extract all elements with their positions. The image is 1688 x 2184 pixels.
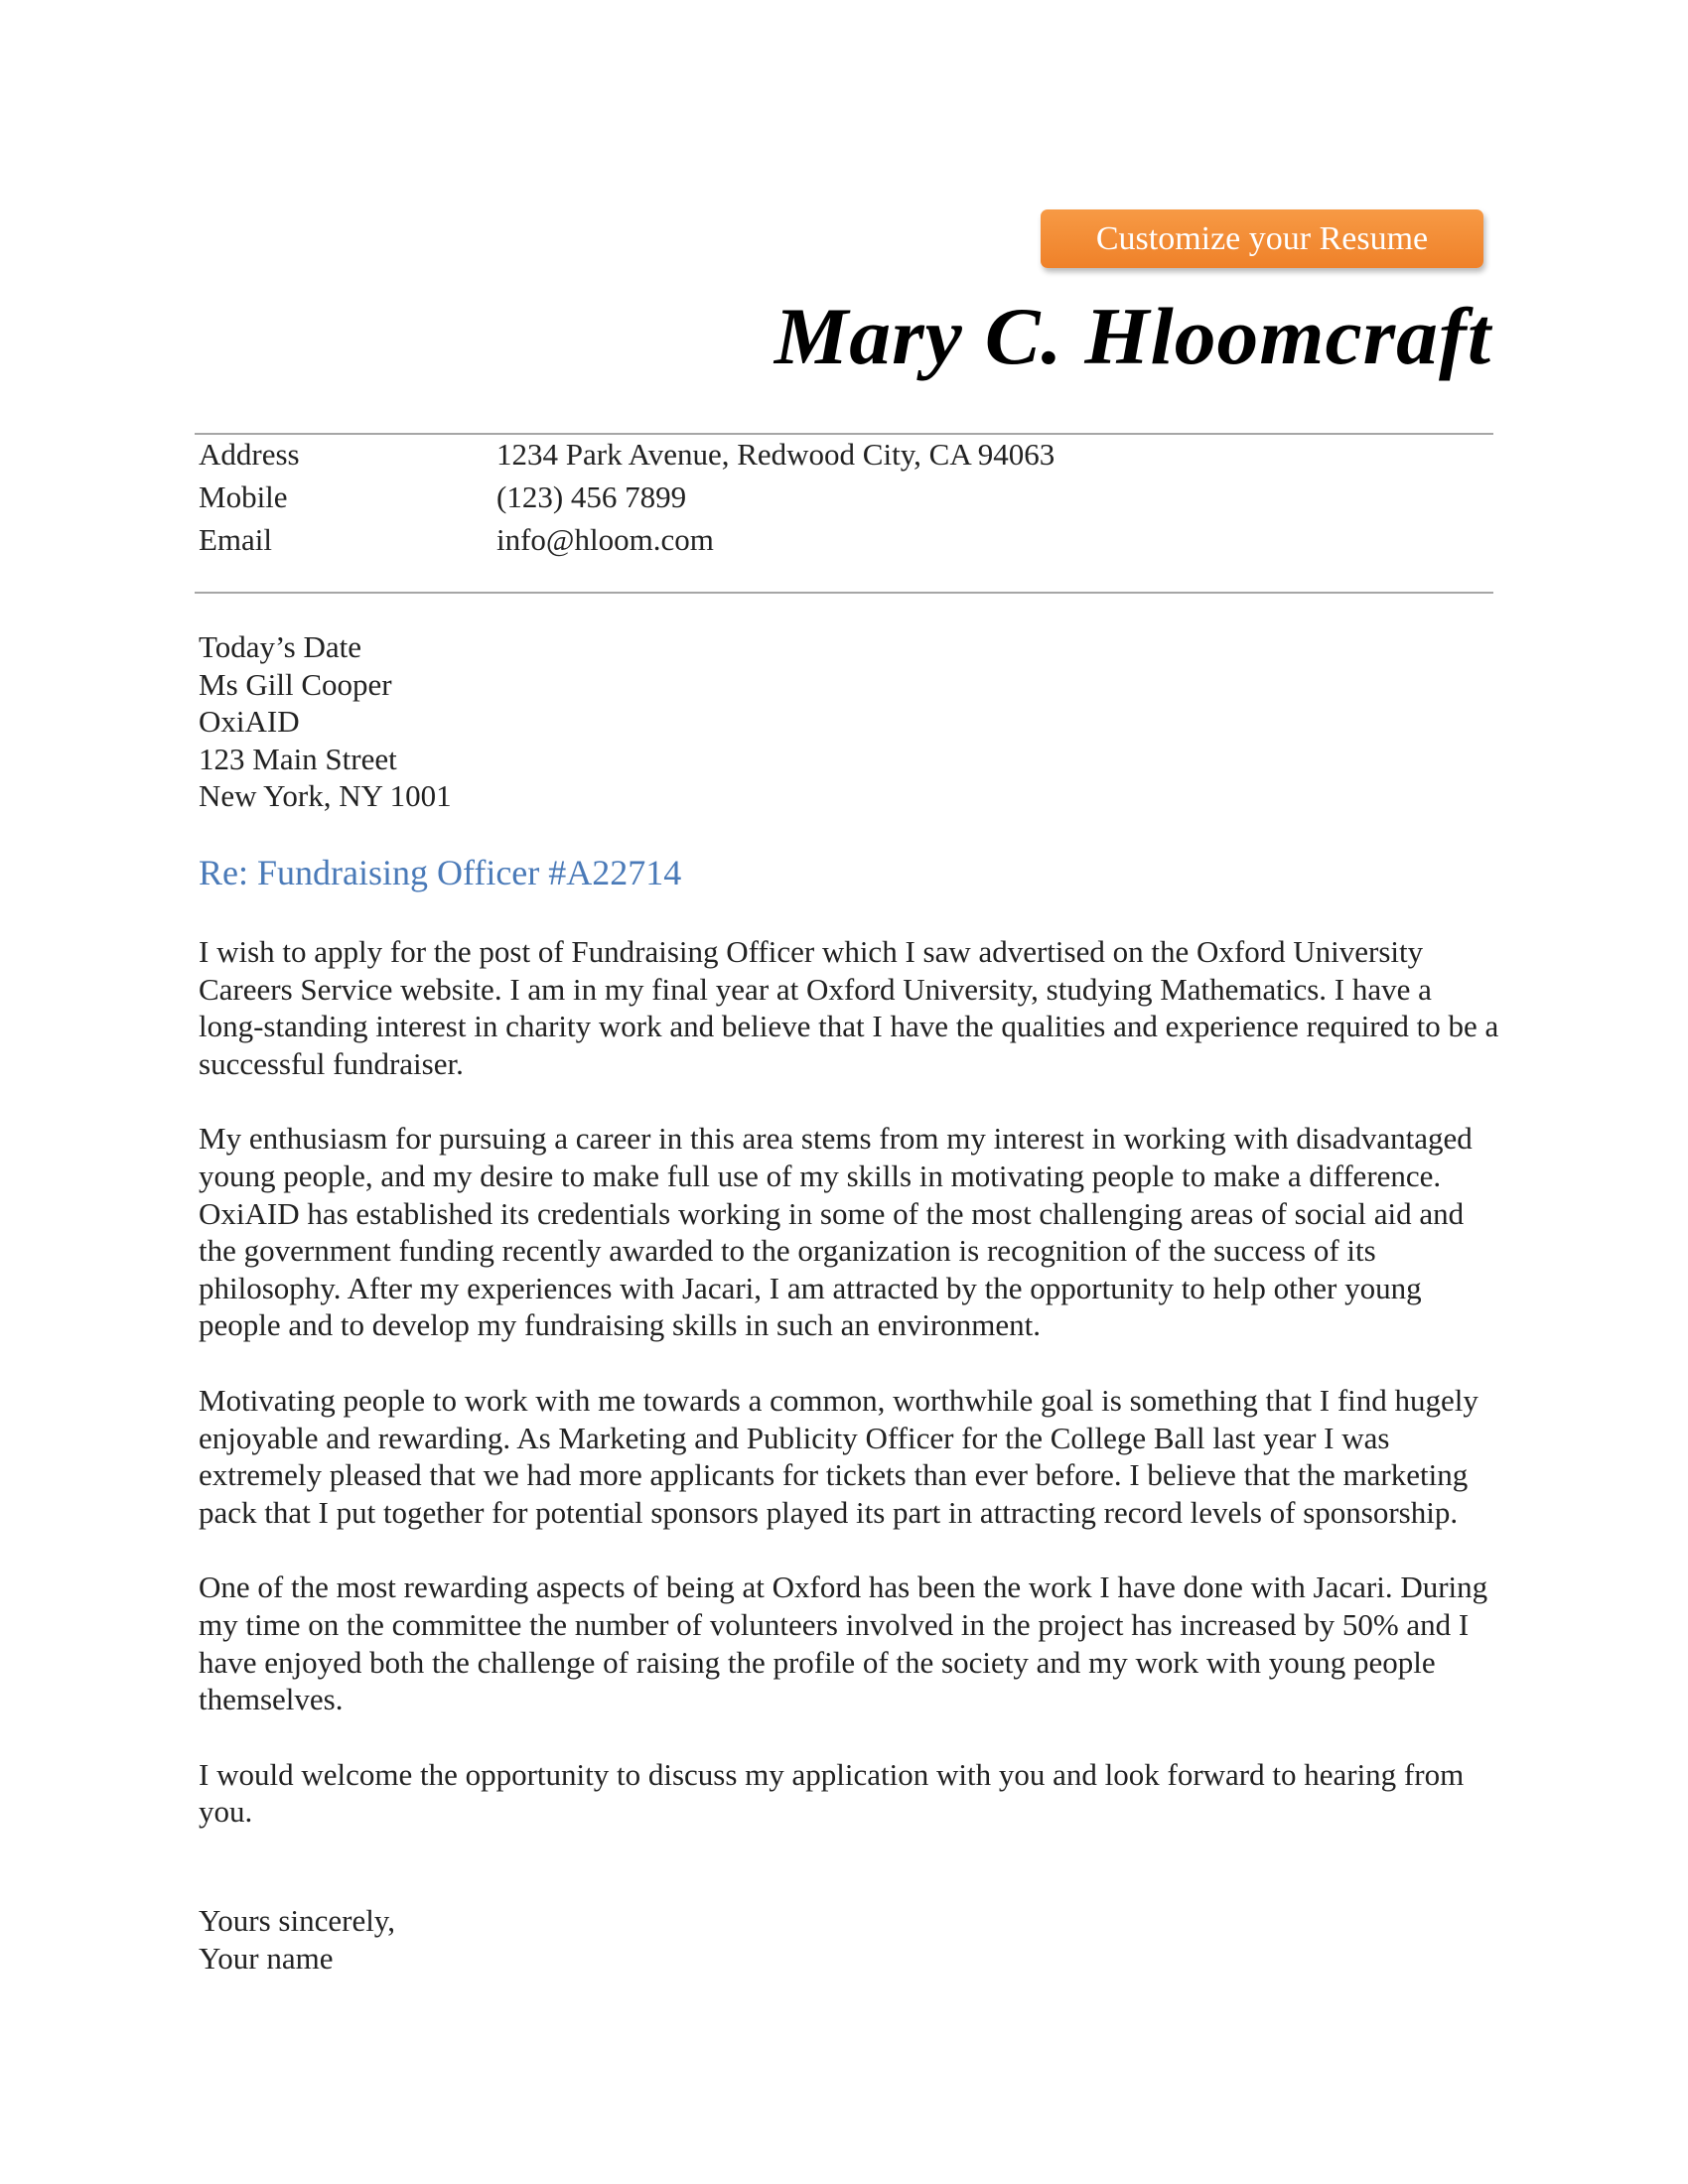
contact-value: 1234 Park Avenue, Redwood City, CA 94063 [496,437,1055,472]
contact-value: (123) 456 7899 [496,479,687,514]
closing-block [199,1902,395,1977]
body-paragraph: Motivating people to work with me towards a common, worthwhile goal is something that I find hugely enjoyable and rewarding. As Marketing and Publicity Officer for the College Ball last year I was extremely pleased that we had more applicants for tickets than ever before. I believe that the marketing pack that I put together for potential sponsors played its part in attracting record levels of sponsorship. [199,1382,1478,1530]
contact-value: info@hloom.com [496,522,714,557]
recipient-company: OxiAID [199,704,300,740]
customize-resume-button[interactable]: Customize your Resume [1041,209,1483,268]
contact-label: Address [199,437,300,472]
header-divider-bottom [195,592,1493,594]
subject-line: Re: Fundraising Officer #A22714 [199,853,682,892]
body-paragraph: My enthusiasm for pursuing a career in this area stems from my interest in working with disadvantaged young people, and my desire to make full use of my skills in motivating people to make a difference. OxiAID has established its credentials working in some of the most challenging areas of social aid and the government funding recently awarded to the organization is recognition of the success of its philosophy. After my experiences with Jacari, I am attracted by the opportunity to help other young people and to develop my fundraising skills in such an environment. [199,1121,1473,1343]
recipient-name: Ms Gill Cooper [199,666,392,702]
recipient-street: 123 Main Street [199,741,397,776]
contact-row-mobile [199,476,1055,518]
contact-label: Email [199,522,273,557]
body-paragraph: One of the most rewarding aspects of being at Oxford has been the work I have done with Jacari. During my time on the committee the number of volunteers involved in the project has increased by 50% and I have enjoyed both the challenge of raising the profile of the society and my work with young people themselves. [199,1570,1488,1717]
closing-salutation: Yours sincerely, [199,1903,396,1938]
recipient-block [199,628,452,815]
contact-info [199,433,1055,561]
body-paragraph: I wish to apply for the post of Fundraising Officer which I saw advertised on the Oxford University Careers Service website. I am in my final year at Oxford University, studying Mathematics. I have a long-standing interest in charity work and believe that I have the qualities and experience required to be a successful fundraiser. [199,934,1499,1081]
contact-row-email [199,518,1055,561]
closing-signature: Your name [199,1940,334,1976]
body-paragraph: I would welcome the opportunity to discuss my application with you and look forward to hearing from you. [199,1756,1465,1830]
contact-label: Mobile [199,479,288,514]
contact-row-address [199,433,1055,476]
letter-date: Today’s Date [199,629,361,664]
letter-body [199,933,1499,1868]
applicant-name: Mary C. Hloomcraft [774,291,1491,381]
recipient-city: New York, NY 1001 [199,778,452,814]
